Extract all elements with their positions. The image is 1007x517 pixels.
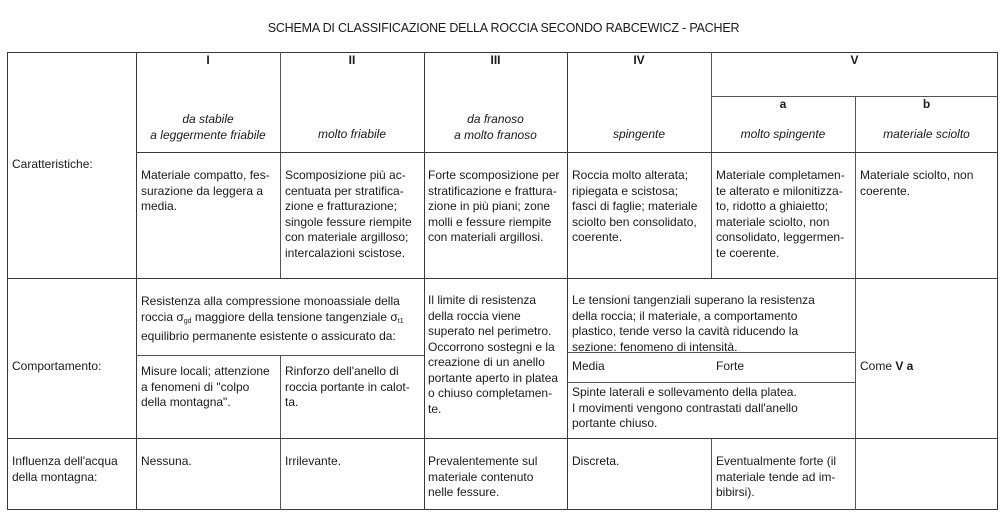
col-desc-va: molto spingente [740,127,826,141]
col-desc-vb: materiale sciolto [883,127,970,141]
caratteristiche-ii: Scomposizione più ac- centuata per stratifica- zione e fratturazione; singole fessure riempite con materiale argilloso; intercalazioni scistose. [285,168,412,260]
divider-va-vb [855,96,856,510]
acqua-va: Eventualmente forte (il materiale tende ad im- bibirsi). [716,454,837,499]
divider-iv-va-top [711,52,712,278]
divider-i-ii-top [280,52,281,278]
col-desc-ii: molto friabile [317,127,387,141]
col-header-vb: b [922,97,931,111]
comportamento-ii: Rinforzo dell'anello di roccia portante in calot- ta. [285,364,410,409]
divider-header-bottom [136,152,998,153]
divider-caratteristiche-bottom [7,278,998,279]
document-title: SCHEMA DI CLASSIFICAZIONE DELLA ROCCIA SECONDO RABCEWICZ - PACHER [267,21,740,35]
comportamento-iv-va-common: Le tensioni tangenziali superano la resistenza della roccia; il materiale, a comportamento plastico, tende verso la cavità riducendo la sezione: fenomeno di intensità. [572,293,815,354]
caratteristiche-i: Materiale compatto, fes- surazione da leggera a media. [141,168,270,213]
table-border-bottom [7,509,998,510]
col-header-i: I [206,53,210,67]
acqua-ii: Irrilevante. [285,454,342,468]
col-desc-iii: da franoso a molto franoso [454,112,537,142]
row-label-acqua: Influenza dell'acqua della montagna: [12,454,118,484]
comportamento-i-ii-common: Resistenza alla compressione monoassiale della roccia $\sigma_{gd}$ maggiore della tensione tangenziale $\sigma_{t1}$ equilibrio permanente esistente o assicurato da: [141,294,404,343]
comportamento-iv-va-effects: Spinte laterali e sollevamento della platea. I movimenti vengono contrastati dall'anello portante chiuso. [572,385,798,430]
row-label-caratteristiche: Caratteristiche: [12,157,93,171]
acqua-iii: Prevalentemente sul materiale contenuto nelle fessure. [428,454,538,499]
col-desc-i: da stabile a leggermente friabile [150,112,266,142]
col-header-iii: III [490,53,501,67]
intensity-iv: Media [572,359,605,373]
row-label-comportamento: Comportamento: [12,359,102,373]
divider-comportamento-bottom [7,438,998,439]
divider-i-ii-bottom [280,355,281,510]
caratteristiche-iii: Forte scomposizione per stratificazione e frattura- zione in più piani; zone molli e fessure riempite con materiali argillosi. [428,168,560,244]
acqua-i: Nessuna. [141,454,192,468]
divider-iii-iv [567,52,568,510]
col-header-iv: IV [633,53,645,67]
col-header-ii: II [348,53,356,67]
col-header-v: V [850,53,859,67]
comportamento-vb: Come V a [860,359,914,373]
divider-i-ii-common [136,355,424,356]
table-border-left [7,52,8,510]
comportamento-i: Misure locali; attenzione a fenomeni di "colpo della montagna". [141,364,270,409]
table-border-right [997,52,998,510]
divider-iv-va-bottom [711,438,712,510]
comportamento-iii: Il limite di resistenza della roccia viene superato nel perimetro. Occorrono sostegni e la creazione di un anello portante aperto in platea o chiuso completamen- te. [428,293,559,416]
caratteristiche-va: Materiale completamen- te alterato e milonitizza- to, ridotto a ghiaietto; materiale sciolto, non consolidato, leggermen- te coerente. [716,168,845,260]
caratteristiche-iv: Roccia molto alterata; ripiegata e scistosa; fasci di faglie; materiale sciolto ben consolidato, coerente. [572,168,698,244]
col-desc-iv: spingente [612,127,666,141]
divider-intensity-bottom [567,382,855,383]
acqua-iv: Discreta. [572,454,620,468]
intensity-va: Forte [716,359,745,373]
caratteristiche-vb: Materiale sciolto, non coerente. [860,168,974,198]
col-header-va: a [779,97,787,111]
